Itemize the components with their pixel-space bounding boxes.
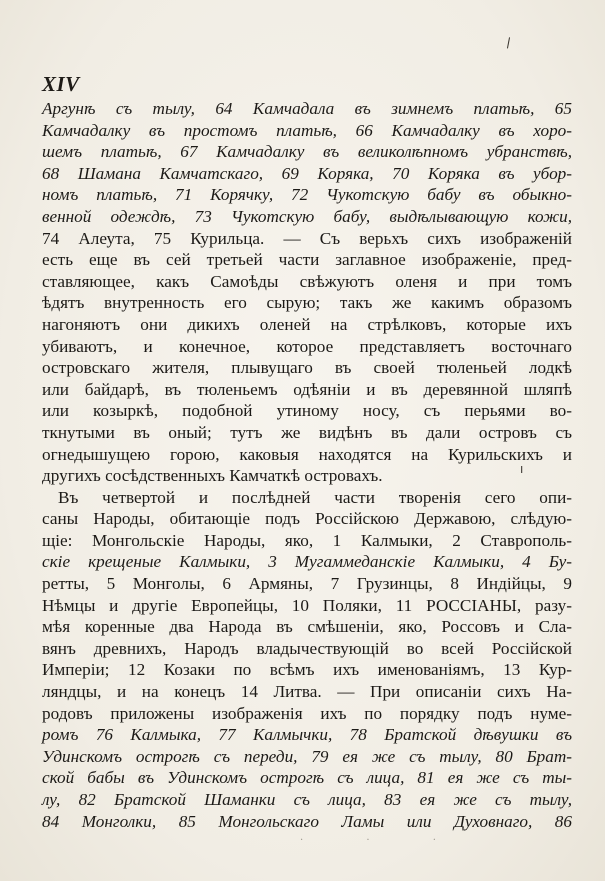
text-line: или байдарѣ, въ тюленьемъ одѣяніи и въ деревянной шляпѣ	[42, 379, 572, 399]
text-line: Аргунѣ съ тылу, 64 Камчадала въ зимнемъ платьѣ, 65	[42, 99, 572, 118]
text-line: ретты, 5 Монголы, 6 Армяны, 7 Грузинцы, 8 Индійцы, 9	[42, 574, 572, 594]
text-line: лу, 82 Братской Шаманки съ лица, 83 ея же съ тылу,	[42, 790, 572, 809]
text-line: Въ четвертой и послѣдней части творенія сего опи-	[58, 487, 572, 507]
text-line: мѣя коренные два Народа въ смѣшеніи, яко, Россовъ и Сла-	[42, 617, 572, 637]
text-line: убиваютъ, и конечное, которое представляетъ восточнаго	[42, 336, 572, 356]
text-line: или козыркѣ, подобной утиному носу, съ перьями во-	[42, 401, 572, 421]
text-line: ткнутыми въ оный; тутъ же видѣнъ въ дали островъ съ	[42, 422, 572, 442]
ink-mark: \	[502, 35, 514, 52]
text-line: шемъ платьѣ, 67 Камчадалку въ великолѣпномъ убранствѣ,	[42, 142, 572, 162]
text-line: Камчадалку въ простомъ платьѣ, 66 Камчадалку въ хоро-	[42, 120, 572, 140]
page-body-text	[42, 98, 572, 832]
text-line: саны Народы, обитающіе подъ Россійскою Державою, слѣдую-	[42, 509, 572, 529]
text-line: ской бабы въ Удинскомъ острогѣ съ лица, 81 ея же съ ты-	[42, 768, 572, 788]
text-line: другихъ сосѣдственныхъ Камчаткѣ островахъ.	[42, 466, 383, 486]
text-line: номъ платьѣ, 71 Корячку, 72 Чукотскую бабу въ обыкно-	[42, 185, 572, 205]
text-line: ромъ 76 Калмыка, 77 Калмычки, 78 Братской дѣвушки въ	[42, 725, 572, 745]
text-line: ѣдятъ внутренность его сырую; такъ же какимъ образомъ	[42, 293, 572, 313]
text-line: щіе: Монгольскіе Народы, яко, 1 Калмыки, 2 Ставрополь-	[42, 530, 572, 550]
text-line: есть еще въ сей третьей части заглавное изображеніе, пред-	[42, 250, 572, 270]
text-line: ляндцы, и на конецъ 14 Литва. — При описаніи сихъ На-	[42, 682, 572, 702]
page-number: XIV	[42, 72, 80, 96]
text-line: островскаго жителя, плывущаго въ своей тюленьей лодкѣ	[42, 358, 572, 378]
bleed-through-dots: . . .	[300, 832, 466, 843]
text-line: родовъ приложены изображенія ихъ по порядку подъ нуме-	[42, 703, 572, 723]
text-line: нагоняютъ они дикихъ оленей на стрѣлковъ, которые ихъ	[42, 314, 572, 334]
text-line: 74 Алеута, 75 Курильца. — Съ верьхъ сихъ изображеній	[42, 228, 572, 248]
text-line: венной одеждѣ, 73 Чукотскую бабу, выдѣлывающую кожи,	[42, 206, 572, 226]
text-line: Нѣмцы и другіе Европейцы, 10 Поляки, 11 РОССІАНЫ, разу-	[42, 595, 572, 615]
text-line: огнедышущею горою, каковыя находятся на Курильскихъ и	[42, 444, 572, 464]
text-line: Удинскомъ острогѣ съ переди, 79 ея же съ тылу, 80 Брат-	[42, 746, 572, 766]
text-line: 68 Шамана Камчатскаго, 69 Коряка, 70 Коряка въ убор-	[42, 163, 572, 183]
text-line: скіе крещеные Калмыки, 3 Мугаммеданскіе Калмыки, 4 Бу-	[42, 552, 572, 572]
text-line: ставляющее, какъ Самоѣды свѣжуютъ оленя и при томъ	[42, 271, 572, 291]
text-line: Имперіи; 12 Козаки по всѣмъ ихъ именованіямъ, 13 Кур-	[42, 660, 572, 680]
text-line: 84 Монголки, 85 Монгольскаго Ламы или Духовнаго, 86	[42, 811, 572, 831]
text-line: вянъ древнихъ, Народъ владычествующій во всей Россійской	[42, 638, 572, 658]
margin-mark: ı	[520, 462, 524, 476]
